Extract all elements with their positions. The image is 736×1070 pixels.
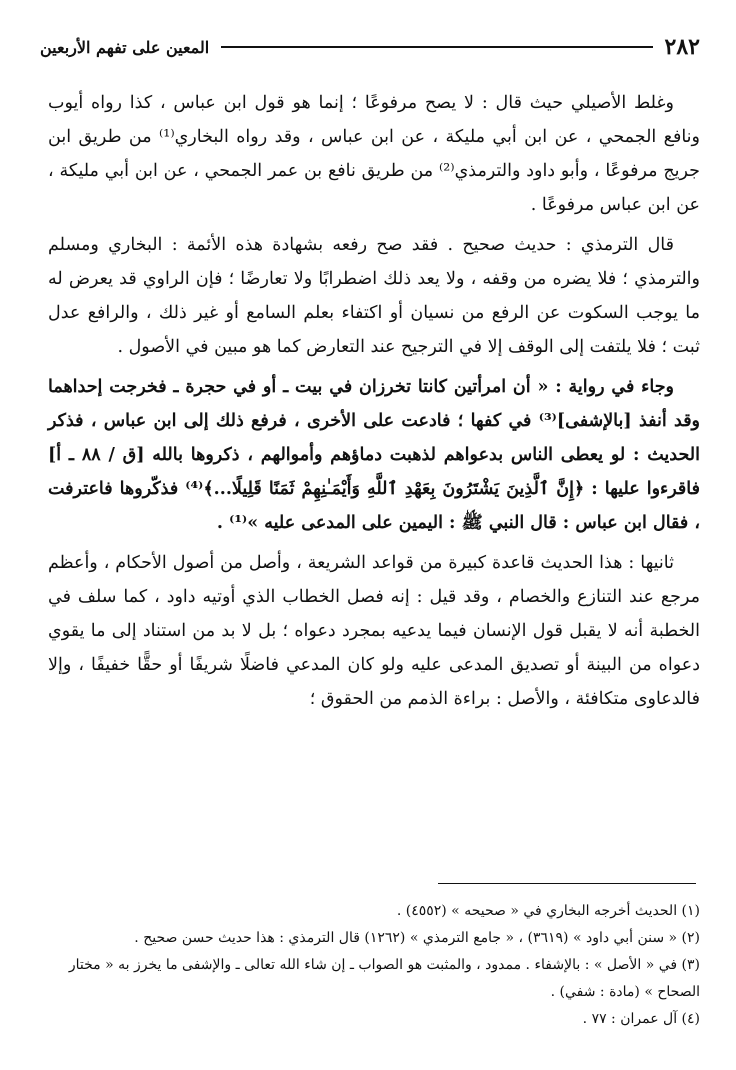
running-title: المعين على تفهم الأربعين <box>40 37 210 57</box>
footnote-1: (١) الحديث أخرجه البخاري في « صحيحه » (٤٥٥٢) . <box>396 903 700 919</box>
paragraph-3: وجاء في رواية : « أن امرأتين كانتا تخرزان في بيت ـ أو في حجرة ـ فخرجت إحداهما وقد أنفذ [بالإشفى]⁽³⁾ في كفها ؛ فادعت على الأخرى ، فرفع ذلك إلى ابن عباس ، فذكر الحديث : لو يعطى الناس بدعواهم لذهبت دماؤهم وأموالهم ، ذكروها بالله [ق / ٨٨ ـ أ] فاقرءوا عليها : ﴿إِنَّ ٱلَّذِينَ يَشْتَرُونَ بِعَهْدِ ٱللَّهِ وَأَيْمَـٰنِهِمْ ثَمَنًا قَلِيلًا...﴾⁽⁴⁾ فذكّروها فاعترفت ، فقال ابن عباس : قال النبي ﷺ : اليمين على المدعى عليه »⁽¹⁾ . <box>48 377 701 533</box>
footnote-4: (٤) آل عمران : ٧٧ . <box>582 1011 700 1027</box>
footnote-2: (٢) « سنن أبي داود » (٣٦١٩) ، « جامع الترمذي » (١٢٦٢) قال الترمذي : هذا حديث حسن صحيح . <box>134 930 700 946</box>
footnote-separator <box>438 883 696 884</box>
page-number: ٢٨٢ <box>664 34 700 60</box>
page-header <box>40 30 700 64</box>
footnotes <box>48 898 700 1033</box>
footnote-3: (٣) في « الأصل » : بالإشفاء . ممدود ، والمثبت هو الصواب ـ إن شاء الله تعالى ـ والإشفى ما يخرز به « مختار الصحاح » (مادة : شفي) . <box>68 957 700 1000</box>
paragraph-2: قال الترمذي : حديث صحيح . فقد صح رفعه بشهادة هذه الأئمة : البخاري ومسلم والترمذي ؛ فلا يضره من وقفه ، ولا يعد ذلك اضطرابًا ولا تعارضًا ؛ فإن الراوي قد يعرض له ما يوجب السكوت عن الرفع من نسيان أو اكتفاء بعلم السامع أو غير ذلك ، والرافع عدل ثبت ؛ فلا يلتفت إلى الوقف إلا في الترجيح عند التعارض كما هو مبين في الأصول . <box>48 235 700 357</box>
main-text <box>48 86 700 722</box>
paragraph-1: وغلط الأصيلي حيث قال : لا يصح مرفوعًا ؛ إنما هو قول ابن عباس ، كذا رواه أيوب ونافع الجمحي ، عن ابن أبي مليكة ، عن ابن عباس ، وقد رواه البخاري⁽¹⁾ من طريق ابن جريج مرفوعًا ، وأبو داود والترمذي⁽²⁾ من طريق نافع بن عمر الجمحي ، عن ابن أبي مليكة ، عن ابن عباس مرفوعًا . <box>48 93 700 215</box>
header-rule <box>221 46 652 48</box>
paragraph-4: ثانيها : هذا الحديث قاعدة كبيرة من قواعد الشريعة ، وأصل من أصول الأحكام ، وأعظم مرجع عند التنازع والخصام ، وقد قيل : إنه فصل الخطاب الذي أوتيه داود ، كما سلف في الخطبة أنه لا يقبل قول الإنسان فيما يدعيه بمجرد دعواه ؛ بل لا بد من استناد إلى ما يقوي دعواه من البينة أو تصديق المدعى عليه ولو كان المدعي فاضلًا شريفًا أو حقًّا خفيفًا ، وإلا فالدعاوى متكافئة ، والأصل : براءة الذمم من الحقوق ؛ <box>48 553 700 709</box>
